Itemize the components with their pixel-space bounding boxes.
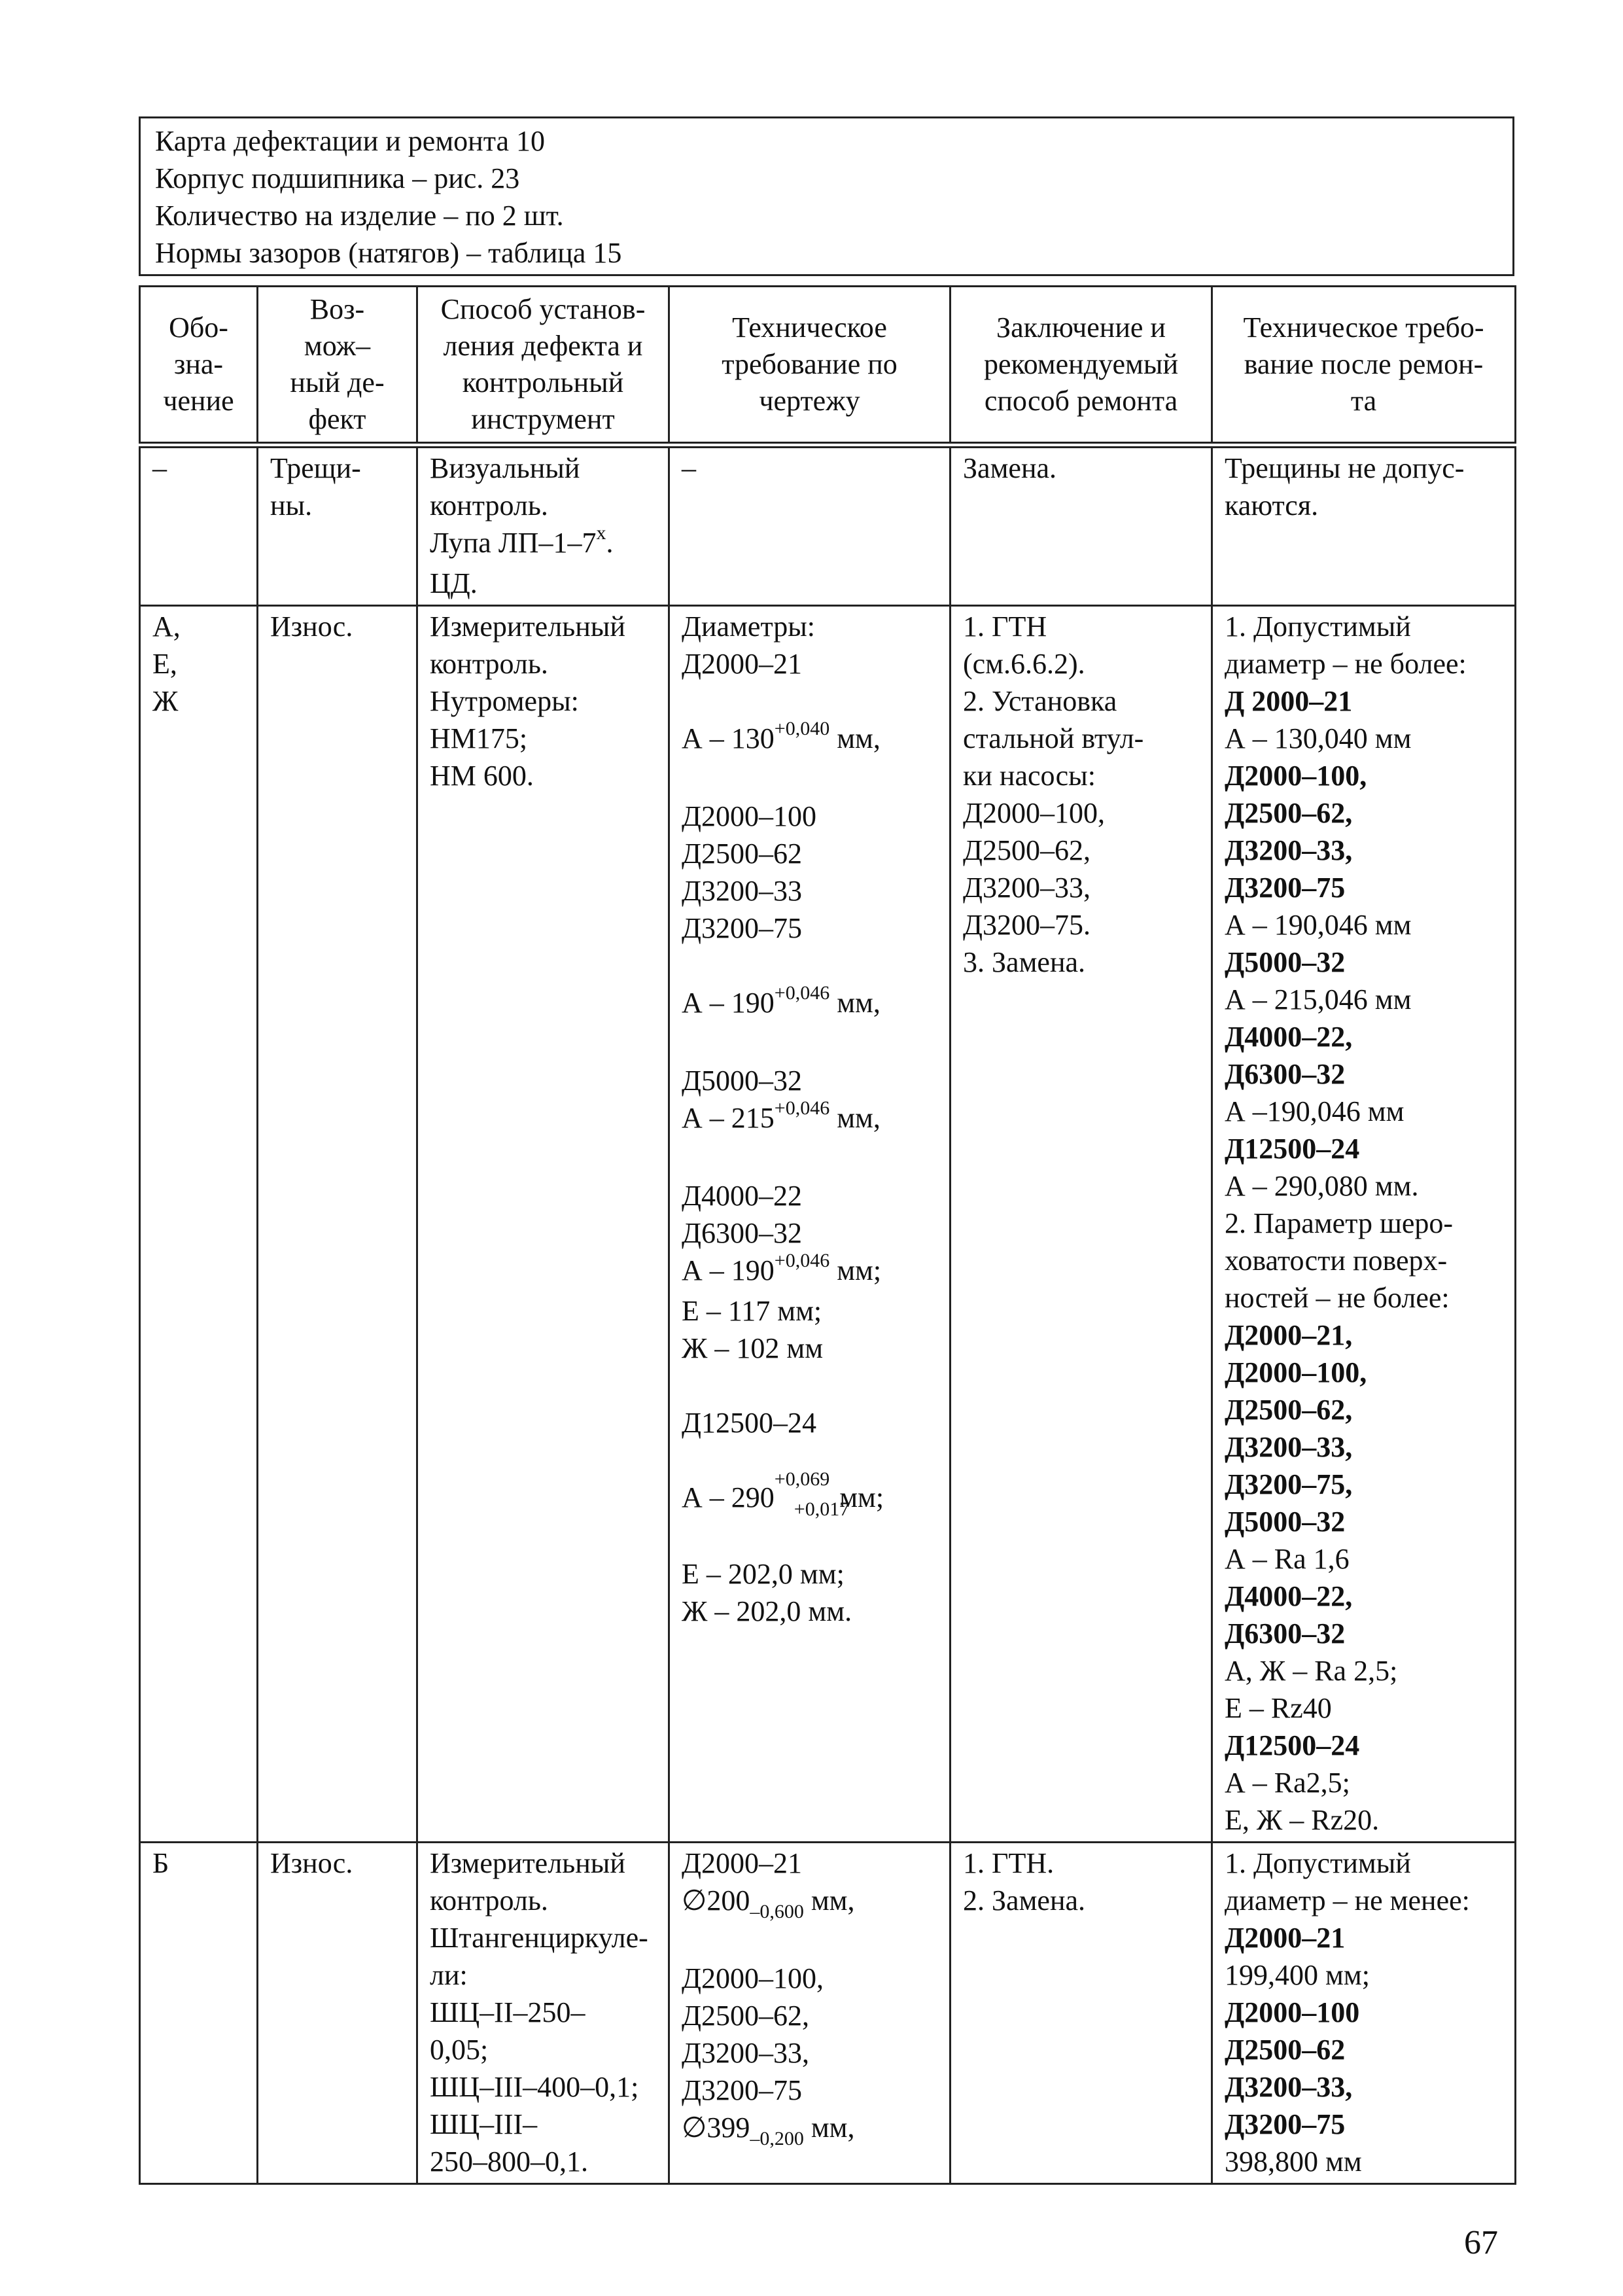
- after-repair-line: диаметр – не менее:: [1225, 1884, 1470, 1916]
- cell-method: Измерительный контроль. Нутромеры: НМ175; НМ 600.: [417, 606, 669, 1843]
- after-repair-line: Д4000–22,: [1225, 1021, 1353, 1053]
- after-repair-line: 199,400 мм;: [1225, 1959, 1370, 1991]
- after-repair-line: Д4000–22,: [1225, 1580, 1353, 1612]
- cell-conclusion: 1. ГТН. 2. Замена.: [951, 1843, 1212, 2184]
- clearance-norms-line: Нормы зазоров (натягов) – таблица 15: [155, 237, 622, 269]
- column-header-requirement: Техническое требование по чертежу: [669, 287, 951, 446]
- cell-after-repair: [1212, 1843, 1516, 2184]
- cell-defect: Износ.: [258, 1843, 417, 2184]
- after-repair-line: 2. Параметр шеро-: [1225, 1207, 1454, 1239]
- cell-defect: Износ.: [258, 606, 417, 1843]
- after-repair-line: Д2000–100,: [1225, 1356, 1367, 1388]
- column-header-method: Способ установ- ления дефекта и контрольный инструмент: [417, 287, 669, 446]
- after-repair-line: А – 215,046 мм: [1225, 983, 1412, 1016]
- after-repair-line: Д6300–32: [1225, 1617, 1346, 1650]
- after-repair-line: Д3200–33,: [1225, 834, 1353, 866]
- after-repair-line: Д2000–21,: [1225, 1319, 1353, 1351]
- after-repair-line: Д3200–75,: [1225, 1468, 1353, 1500]
- after-repair-line: Д 2000–21: [1225, 685, 1353, 717]
- after-repair-line: Д2000–21: [1225, 1922, 1346, 1954]
- cell-conclusion: Замена.: [951, 445, 1212, 606]
- card-header: [139, 116, 1514, 276]
- cell-conclusion: 1. ГТН (см.6.6.2). 2. Установка стальной втул- ки насосы: Д2000–100, Д2500–62, Д3200–33, Д3200–75. 3. Замена.: [951, 606, 1212, 1843]
- card-title: Карта дефектации и ремонта 10: [155, 125, 545, 157]
- after-repair-line: Е, Ж – Rz20.: [1225, 1804, 1380, 1836]
- after-repair-line: Д12500–24: [1225, 1133, 1360, 1165]
- after-repair-line: Д6300–32: [1225, 1058, 1346, 1090]
- column-header-after-repair: Техническое требо- вание после ремон- та: [1212, 287, 1516, 446]
- table-row: [140, 606, 1516, 1843]
- cell-after-repair: [1212, 606, 1516, 1843]
- column-header-defect: Воз- мож– ный де- фект: [258, 287, 417, 446]
- after-repair-line: 1. Допустимый: [1225, 610, 1411, 643]
- after-repair-line: Д5000–32: [1225, 946, 1346, 978]
- cell-after-repair: Трещины не допус- каются.: [1212, 445, 1516, 606]
- after-repair-line: Д2500–62,: [1225, 797, 1353, 829]
- after-repair-line: Д2000–100: [1225, 1996, 1360, 2028]
- cell-method: Измерительный контроль. Штангенциркуле- ли: ШЦ–II–250– 0,05; ШЦ–III–400–0,1; ШЦ–III– 250–800–0,1.: [417, 1843, 669, 2184]
- after-repair-line: Е – Rz40: [1225, 1692, 1332, 1724]
- column-header-conclusion: Заключение и рекомендуемый способ ремонта: [951, 287, 1212, 446]
- cell-designation: А, Е, Ж: [140, 606, 258, 1843]
- after-repair-line: А – Ra 1,6: [1225, 1543, 1350, 1575]
- after-repair-line: Д3200–33,: [1225, 2071, 1353, 2103]
- cell-requirement: Д2000–21 $\emptyset 200_{-0,600}$ мм, Д2000–100, Д2500–62, Д3200–33, Д3200–75 $\emptyset 399_{-0,200}$ мм,: [669, 1843, 951, 2184]
- after-repair-line: Д12500–24: [1225, 1729, 1360, 1761]
- after-repair-line: Д2500–62: [1225, 2034, 1346, 2066]
- table-row: [140, 1843, 1516, 2184]
- table-header-row: [140, 287, 1516, 446]
- cell-requirement: Диаметры: Д2000–21 А – $130^{+0,040}$ мм, Д2000–100 Д2500–62 Д3200–33 Д3200–75 А – $190^{+0,046}$ мм, Д5000–32 А – $215^{+0,046}$ мм, Д4000–22 Д6300–32 А – $190^{+0,046}$ мм; Е – 117 мм; Ж – 102 мм Д12500–24 А – 290 +0,069 +0,017 мм; Е – 202,0 мм; Ж – 202,0 мм.: [669, 606, 951, 1843]
- after-repair-line: Д5000–32: [1225, 1506, 1346, 1538]
- part-name: Корпус подшипника – рис. 23: [155, 162, 520, 194]
- after-repair-line: А – Ra2,5;: [1225, 1767, 1350, 1799]
- after-repair-line: 1. Допустимый: [1225, 1847, 1411, 1879]
- cell-designation: Б: [140, 1843, 258, 2184]
- defect-table: [139, 285, 1516, 2185]
- after-repair-line: А, Ж – Ra 2,5;: [1225, 1655, 1398, 1687]
- quantity-line: Количество на изделие – по 2 шт.: [155, 200, 564, 232]
- after-repair-line: Д2000–100,: [1225, 760, 1367, 792]
- after-repair-line: Д3200–75: [1225, 872, 1346, 904]
- column-header-designation: Обо- зна- чение: [140, 287, 258, 446]
- after-repair-line: Д2500–62,: [1225, 1394, 1353, 1426]
- page-content: [139, 116, 1514, 2185]
- after-repair-line: А – 130,040 мм: [1225, 722, 1412, 754]
- cell-method: Визуальный контроль. Лупа ЛП–1–7$^x$. ЦД.: [417, 445, 669, 606]
- cell-defect: Трещи- ны.: [258, 445, 417, 606]
- after-repair-line: ховатости поверх-: [1225, 1245, 1448, 1277]
- after-repair-line: 398,800 мм: [1225, 2146, 1362, 2178]
- after-repair-line: А – 190,046 мм: [1225, 909, 1412, 941]
- cell-requirement: –: [669, 445, 951, 606]
- table-row: [140, 445, 1516, 606]
- after-repair-line: ностей – не более:: [1225, 1282, 1450, 1314]
- after-repair-line: А –190,046 мм: [1225, 1095, 1405, 1127]
- after-repair-line: А – 290,080 мм.: [1225, 1170, 1419, 1202]
- cell-designation: –: [140, 445, 258, 606]
- after-repair-line: диаметр – не более:: [1225, 648, 1467, 680]
- after-repair-line: Д3200–33,: [1225, 1431, 1353, 1463]
- page-number: 67: [1464, 2224, 1498, 2261]
- after-repair-line: Д3200–75: [1225, 2108, 1346, 2140]
